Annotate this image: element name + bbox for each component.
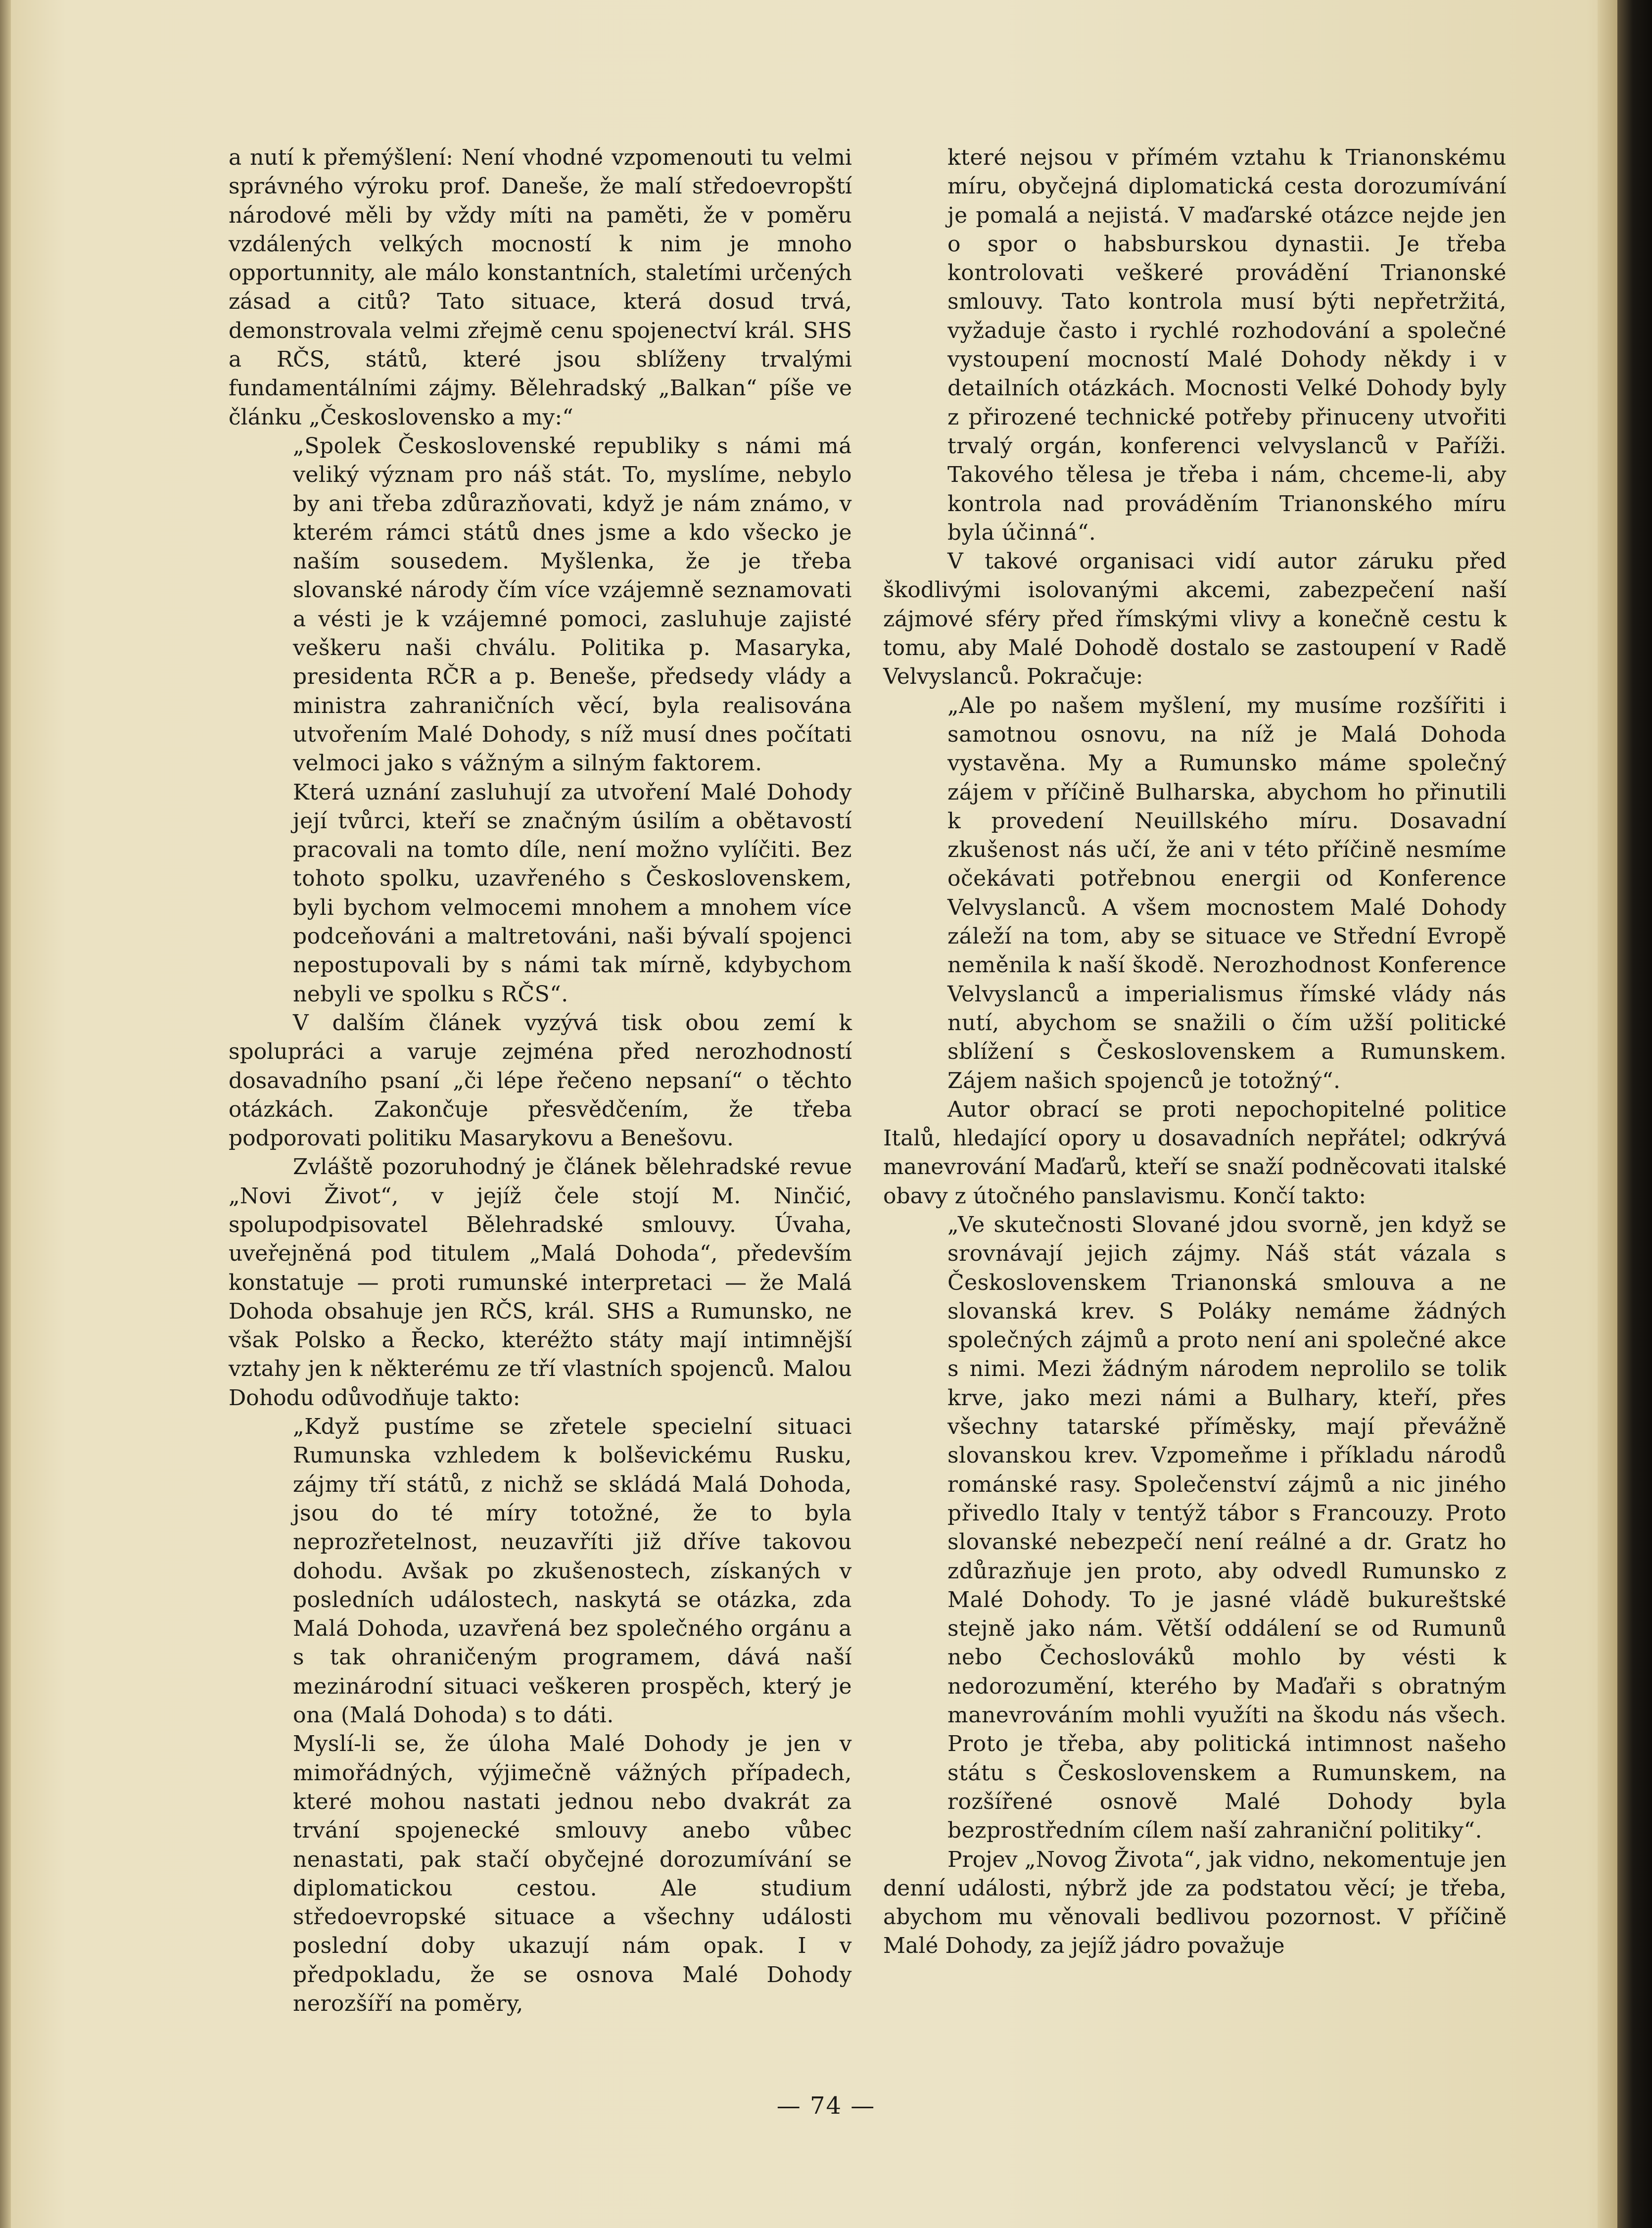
paragraph: V dalším článek vyzývá tisk obou zemí k spolupráci a varuje zejména před nerozhodností dosavadního psaní „či lépe řečeno nepsaní“ o těchto otázkách. Zakončuje přesvědčením, že třeba podporovati politiku Masarykovu a Benešovu. (229, 1010, 852, 1151)
left-page-edge (0, 0, 11, 2228)
quote-paragraph: „Když pustíme se zřetele specielní situaci Rumunska vzhledem k bolševickému Rusku, zájmy tří států, z nichž se skládá Malá Dohoda, jsou do té míry totožné, že to byla neprozřetelnost, neuzavříti již dříve takovou dohodu. Avšak po zkušenostech, získaných v posledních událostech, naskytá se otázka, zda Malá Dohoda, uzavřená bez společného orgánu a s tak ohraničeným programem, dává naší mezinárodní situaci veškeren prospěch, který je ona (Malá Dohoda) s to dáti. (293, 1414, 852, 1728)
right-page-strip (1598, 0, 1617, 2228)
quote-paragraph: Která uznání zasluhují za utvoření Malé Dohody její tvůrci, kteří se značným úsilím a obětavostí pracovali na tomto díle, není možno vylíčiti. Bez tohoto spolku, uzavřeného s Československem, byli bychom velmocemi mnohem a mnohem více podceňováni a maltretováni, naši bývalí spojenci nepostupovali by s námi tak mírně, kdybychom nebyli ve spolku s RČS“. (293, 779, 852, 1007)
paragraph: V takové organisaci vidí autor záruku před škodlivými isolovanými akcemi, zabezpečení naší zájmové sféry před římskými vlivy a konečně cestu k tomu, aby Malé Dohodě dostalo se zastoupení v Radě Velvyslanců. Pokračuje: (883, 549, 1507, 690)
quote-paragraph: Myslí-li se, že úloha Malé Dohody je jen v mimořádných, výjimečně vážných případech, které mohou nastati jednou nebo dvakrát za trvání spojenecké smlouvy anebo vůbec nenastati, pak stačí obyčejné dorozumívání se diplomatickou cestou. Ale studium středoevropské situace a všechny události poslední doby ukazují nám opak. I v předpokladu, že se osnova Malé Dohody nerozšíří na poměry, (293, 1731, 852, 2016)
quote-paragraph: které nejsou v přímém vztahu k Trianonskému míru, obyčejná diplomatická cesta dorozumívání je pomalá a nejistá. V maďarské otázce nejde jen o spor o habsburskou dynastii. Je třeba kontrolovati veškeré provádění Trianonské smlouvy. Tato kontrola musí býti nepřetržitá, vyžaduje často i rychlé rozhodování a společné vystoupení mocností Malé Dohody někdy i v detailních otázkách. Mocnosti Velké Dohody byly z přirozené technické potřeby přinuceny utvořiti trvalý orgán, konferenci velvyslanců v Paříži. Takového tělesa je třeba i nám, chceme-li, aby kontrola nad prováděním Trianonského míru byla účinná“. (947, 145, 1507, 545)
paragraph: a nutí k přemýšlení: Není vhodné vzpomenouti tu velmi správného výroku prof. Daneše, že malí středoevropští národové měli by vždy míti na paměti, že v poměru vzdálených velkých mocností k nim je mnoho opportunnity, ale málo konstantních, staletími určených zásad a citů? Tato situace, která dosud trvá, demonstrovala velmi zřejmě cenu spojenectví král. SHS a RČS, států, které jsou sblíženy trvalými fundamentálními zájmy. Bělehradský „Balkan“ píše ve článku „Československo a my:“ (229, 145, 852, 430)
page-number: — 74 — (776, 2092, 876, 2120)
quote-paragraph: „Spolek Československé republiky s námi má veliký význam pro náš stát. To, myslíme, nebylo by ani třeba zdůrazňovati, když je nám známo, v kterém rámci států dnes jsme a kdo všecko je naším sousedem. Myšlenka, že je třeba slovanské národy čím více vzájemně seznamovati a vésti je k vzájemné pomoci, zasluhuje zajisté veškeru naši chválu. Politika p. Masaryka, presidenta RČR a p. Beneše, předsedy vlády a ministra zahraničních věcí, byla realisována utvořením Malé Dohody, s níž musí dnes počítati velmoci jako s vážným a silným faktorem. (293, 433, 852, 776)
right-text-column (883, 143, 1507, 1961)
quote-paragraph: „Ve skutečnosti Slované jdou svorně, jen když se srovnávají jejich zájmy. Náš stát vázala s Československem Trianonská smlouva a ne slovanská krev. S Poláky nemáme žádných společných zájmů a proto není ani společné akce s nimi. Mezi žádným národem neprolilo se tolik krve, jako mezi námi a Bulhary, kteří, přes všechny tatarské příměsky, mají převážně slovanskou krev. Vzpomeňme i příkladu národů románské rasy. Společenství zájmů a nic jiného přivedlo Italy v tentýž tábor s Francouzy. Proto slovanské nebezpečí není reálné a dr. Gratz ho zdůrazňuje jen proto, aby odvedl Rumunsko z Malé Dohody. To je jasné vládě bukureštské stejně jako nám. Větší oddálení se od Rumunů nebo Čechoslováků mohlo by vésti k nedorozumění, kterého by Maďaři s obratným manevrováním mohli využíti na škodu nás všech. Proto je třeba, aby politická intimnost našeho státu s Československem a Rumunskem, na rozšířené osnově Malé Dohody byla bezprostředním cílem naší zahraniční politiky“. (947, 1212, 1507, 1844)
left-text-column (229, 143, 852, 2018)
paragraph: Projev „Novog Života“, jak vidno, nekomentuje jen denní události, nýbrž jde za podstatou věcí; je třeba, abychom mu věnovali bedlivou pozornost. V příčině Malé Dohody, za jejíž jádro považuje (883, 1847, 1507, 1959)
paragraph: Zvláště pozoruhodný je článek bělehradské revue „Novi Život“, v jejíž čele stojí M. Ninčić, spolupodpisovatel Bělehradské smlouvy. Úvaha, uveřejněná pod titulem „Malá Dohoda“, především konstatuje — proti rumunské interpretaci — že Malá Dohoda obsahuje jen RČS, král. SHS a Rumunsko, ne však Polsko a Řecko, kteréžto státy mají intimnější vztahy jen k některému ze tří vlastních spojenců. Malou Dohodu odůvodňuje takto: (229, 1154, 852, 1411)
paragraph: Autor obrací se proti nepochopitelné politice Italů, hledající opory u dosavadních nepřátel; odkrývá manevrování Maďarů, kteří se snaží podněcovati italské obavy z útočného panslavismu. Končí takto: (883, 1096, 1507, 1209)
quote-paragraph: „Ale po našem myšlení, my musíme rozšířiti i samotnou osnovu, na níž je Malá Dohoda vystavěna. My a Rumunsko máme společný zájem v příčině Bulharska, abychom ho přinutili k provedení Neuillského míru. Dosavadní zkušenost nás učí, že ani v této příčině nesmíme očekávati potřebnou energii od Konference Velvyslanců. A všem mocnostem Malé Dohody záleží na tom, aby se situace ve Střední Evropě neměnila k naší škodě. Nerozhodnost Konference Velvyslanců a imperialismus římské vlády nás nutí, abychom se snažili o čím užší politické sblížení s Československem a Rumunskem. Zájem našich spojenců je totožný“. (947, 693, 1507, 1093)
right-binding-shadow (1617, 0, 1652, 2228)
